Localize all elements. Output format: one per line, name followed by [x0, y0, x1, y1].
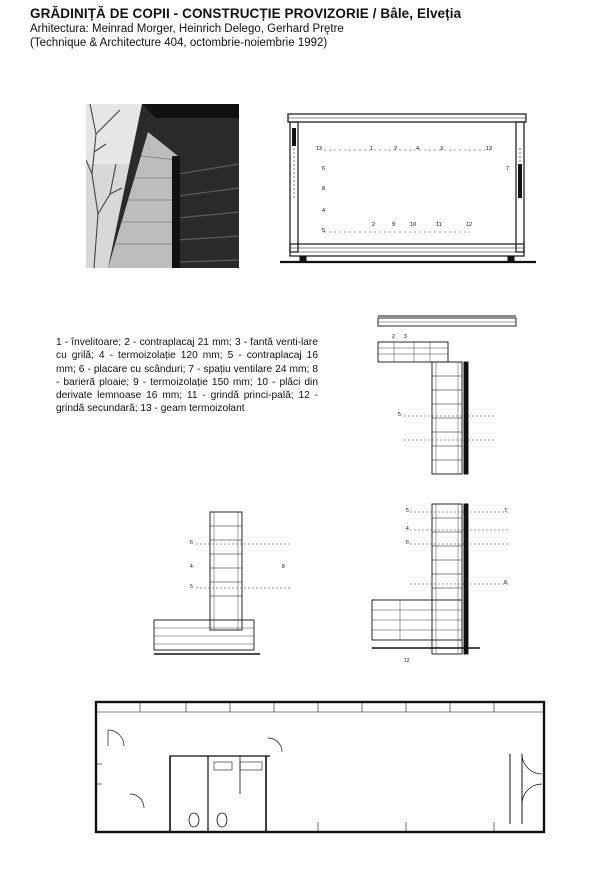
section-label: 2	[372, 222, 376, 228]
section-label: 13	[486, 146, 493, 152]
detail-label: 2	[392, 334, 395, 340]
detail-label: 12	[404, 658, 410, 664]
section-label: 12	[466, 222, 473, 228]
section-label: 8	[322, 186, 326, 192]
section-drawing	[280, 108, 540, 289]
section-label: 6	[322, 166, 326, 172]
document-header	[30, 6, 600, 50]
legend-text: 1 - învelitoare; 2 - contraplacaj 21 mm; 3 - fantă venti-lare cu grilă; 4 - termoizolație 120 mm; 5 - contraplacaj 16 mm; 6 - placare cu scânduri; 7 - spațiu ventilare 24 mm; 8 - barieră ploaie; 9 - termoizolație 150 mm; 10 - plăci din derivate lemnoase 16 mm; 11 - grindă princi-pală; 12 - grindă secundară; 13 - geam termoizolant	[56, 337, 318, 415]
section-label: 4	[322, 208, 326, 214]
detail-label: 5	[398, 412, 401, 418]
section-label: 2	[394, 146, 398, 152]
detail-label: 8	[282, 564, 285, 570]
section-label: 3	[440, 146, 444, 152]
section-label: 13	[316, 146, 323, 152]
architects-line: Arhitectura: Meinrad Morger, Heinrich Delego, Gerhard Prętre	[30, 23, 344, 35]
section-label: 10	[410, 222, 417, 228]
section-label: 1	[370, 146, 374, 152]
floor-junction-drawing	[150, 508, 300, 663]
building-photo	[86, 104, 239, 268]
wall-floor-detail-drawing	[370, 500, 520, 675]
source-citation: (Technique & Architecture 404, octombrie-noiembrie 1992)	[30, 37, 328, 49]
detail-label: 4	[406, 526, 409, 532]
detail-label: 5	[190, 584, 193, 590]
detail-label: 4	[190, 564, 193, 570]
section-label: 9	[392, 222, 396, 228]
floor-plan-drawing	[90, 694, 558, 849]
section-label: 7	[506, 166, 510, 172]
detail-label: 7	[504, 508, 507, 514]
detail-label: 5	[406, 508, 409, 514]
detail-label: 6	[190, 540, 193, 546]
document-title: GRĂDINIȚĂ DE COPII - CONSTRUCȚIE PROVIZORIE / Bâle, Elveția	[30, 6, 462, 21]
detail-label: 6	[406, 540, 409, 546]
detail-label: 8	[504, 580, 507, 586]
section-label: 11	[436, 222, 442, 228]
detail-label: 3	[404, 334, 407, 340]
wall-detail-drawing	[374, 312, 520, 483]
section-label: 4	[416, 146, 420, 152]
section-label: 5	[322, 228, 326, 234]
